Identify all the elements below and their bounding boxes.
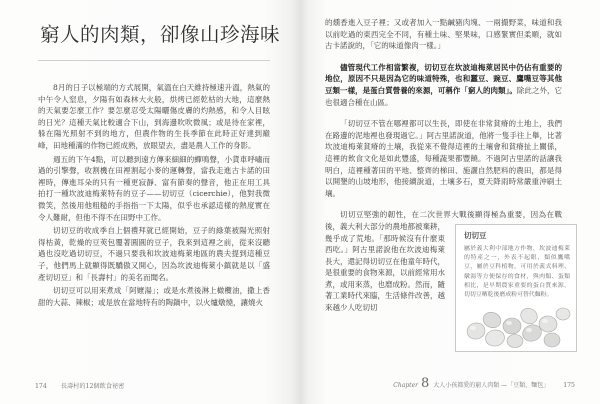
bean-highlight xyxy=(506,321,512,325)
sidebar-box xyxy=(455,224,577,352)
right-page-footer xyxy=(393,376,575,391)
page-number: 174 xyxy=(35,383,47,390)
bean-highlight xyxy=(470,326,476,330)
bean xyxy=(465,321,487,341)
left-page-footer xyxy=(35,381,124,390)
chapter-number: 8 xyxy=(420,376,430,391)
running-chapter-title: 大人小孩都愛的窮人肉類 —「豆類、麵包」 xyxy=(433,382,550,389)
bold-highlight-text: 儘管現代工作相當繁複，切切豆在坎波迪梅萊居民中仍佔有重要的地位，原因不只是因為它的味道特殊，也和蠶豆、豌豆、鷹嘴豆等其他豆類一樣，是蛋白質營養的來源，可稱作「窮人的肉類」。 xyxy=(325,62,562,95)
paragraph-text: 切切豆堅強的韌性，在二次世界大戰後顯得極為重要，因為在戰後，義大利大部分的農地都被棄耕，幾乎成了荒地。「那時候沒有什麼東西吃。」阿古里諾說他在坎波迪梅萊長大，還記得切切豆在他童年時代，是很重要的食物來源，以前經常用水煮，或用來蒸，也磨成粉。然而，隨著工業時代來臨，生活條件改善，越來越少人吃切切 xyxy=(325,210,562,313)
left-body-text xyxy=(38,82,270,366)
chapter-label: Chapter xyxy=(393,382,418,389)
running-book-title: 長壽村的12個飲食祕密 xyxy=(60,383,125,390)
body-paragraph xyxy=(325,17,562,52)
body-paragraph: 切切豆可以用來煮成「阿嬤湯」；或是水煮後淋上橄欖油，撒上香甜的大蒜、辣椒；或是放在當地特有的陶鍋中，以火爐燉燒，讓燒火 xyxy=(38,286,270,307)
cicerchie-beans-image xyxy=(462,301,572,349)
bean xyxy=(507,335,523,348)
sidebar-title: 切切豆 xyxy=(464,231,487,240)
bean xyxy=(556,308,570,320)
highlight-paragraph xyxy=(325,62,562,108)
title-divider xyxy=(38,60,270,61)
paragraph-text: 除此之外，它也很適合種在山區。 xyxy=(325,85,562,107)
bean-highlight xyxy=(526,328,532,332)
bean xyxy=(544,333,560,347)
body-paragraph: 切切豆的收成季自上個禮拜就已經開始，豆子的綠葉被陽光照射得枯黃，乾燥的豆莢包覆著圓圓的豆子，我來到這裡之前，從來沒聽過也沒吃過切切豆，不過只要我和坎波迪梅萊地區的農夫提到這種豆子，他們馬上就顯得既驕傲又開心，因為坎波迪梅萊小鎮就是以「盛產切切豆」和「長壽村」的美名而聞名。 xyxy=(38,226,270,282)
bean xyxy=(503,318,521,334)
sidebar-text: 屬於義大利中部地方作物，坎波迪梅萊的特產之一，外表不起眼，類似鷹嘴豆，屬於豆科植物，可用於義式料理、燉湯等方便保存的食材，與肉類、蛋類相比，是早期農家重要的蛋白質來源，切切豆晒乾後磨成粉可替代麵粉。 xyxy=(464,246,570,299)
paragraph-text: 「切切豆不管在哪裡都可以生長，即使在非常貧瘠的土地上，我們在路邊的泥地裡也發現過它。」阿古里諾說道，他將一隻手往上舉，比著坎波迪梅萊貧瘠的土壤，我從來不覺得這裡的土壤會和貧瘠扯上關係，這裡的飲食文化是如此豐盛，每種蔬果都豐饒。不過阿古里諾的話讓我明白，這裡種著田的平地、整齊的梯田、施灑自然肥料的農田，都是得以開墾的山坡地形，他接續說道，土壤多石，夏天降雨時常嚴重沖刷土壤。 xyxy=(325,119,562,198)
bean-highlight xyxy=(542,319,548,323)
body-paragraph xyxy=(325,118,562,199)
page-number: 175 xyxy=(563,382,575,389)
body-paragraph: 8月的日子以極端的方式展開，氣溫在白天維持極速升溫，熱氣的中午令人窒息，夕陽有如森林大火般，烘烤已經乾枯的大地，這麼熱的天氣要怎麼工作？要怎麼忍受太陽曬傷皮膚的灼熱感，和令人目眩的日光？這種天氣比較適合下山，到海邊吹吹微風；或是待在家裡，躲在陽光照射不到的地方，但農作物的生長季節在此時正好達到巔峰，田地種滿的作物已經成熟，放眼望去，盡是農人工作的身影。 xyxy=(38,83,270,150)
bean xyxy=(518,305,540,326)
page-title: 窮人的肉類，卻像山珍海味 xyxy=(40,23,281,46)
paragraph-text: 的燻香進入豆子裡；又或者加入一點鹹豬肉塊、一兩撮野菜，味道和我以前吃過的東西完全不同，有種土味、堅果味，口感緊實但柔順，就如古卡諾說的，「它的味道像肉一樣。」 xyxy=(325,18,562,51)
right-page xyxy=(300,0,600,404)
bean xyxy=(484,328,505,347)
body-paragraph: 週五的下午4點，可以聽到遠方傳來細細的蟬鳴聲，小貨車呼嘯而過的引擎聲，收割機在田裡割起小麥的運轉聲，當我走進古卡諾的田裡時，傳進耳朵的只有一種更寂靜、富有節奏的聲音，他正在用工具拍打一種坎波迪梅萊特有的豆子——切切豆（cicerchie），他對我微微笑，然後用他粗糙的手指指一下太陽，似乎也承認這樣的熱度實在令人難耐，但他不得不在田野中工作。 xyxy=(38,154,270,222)
